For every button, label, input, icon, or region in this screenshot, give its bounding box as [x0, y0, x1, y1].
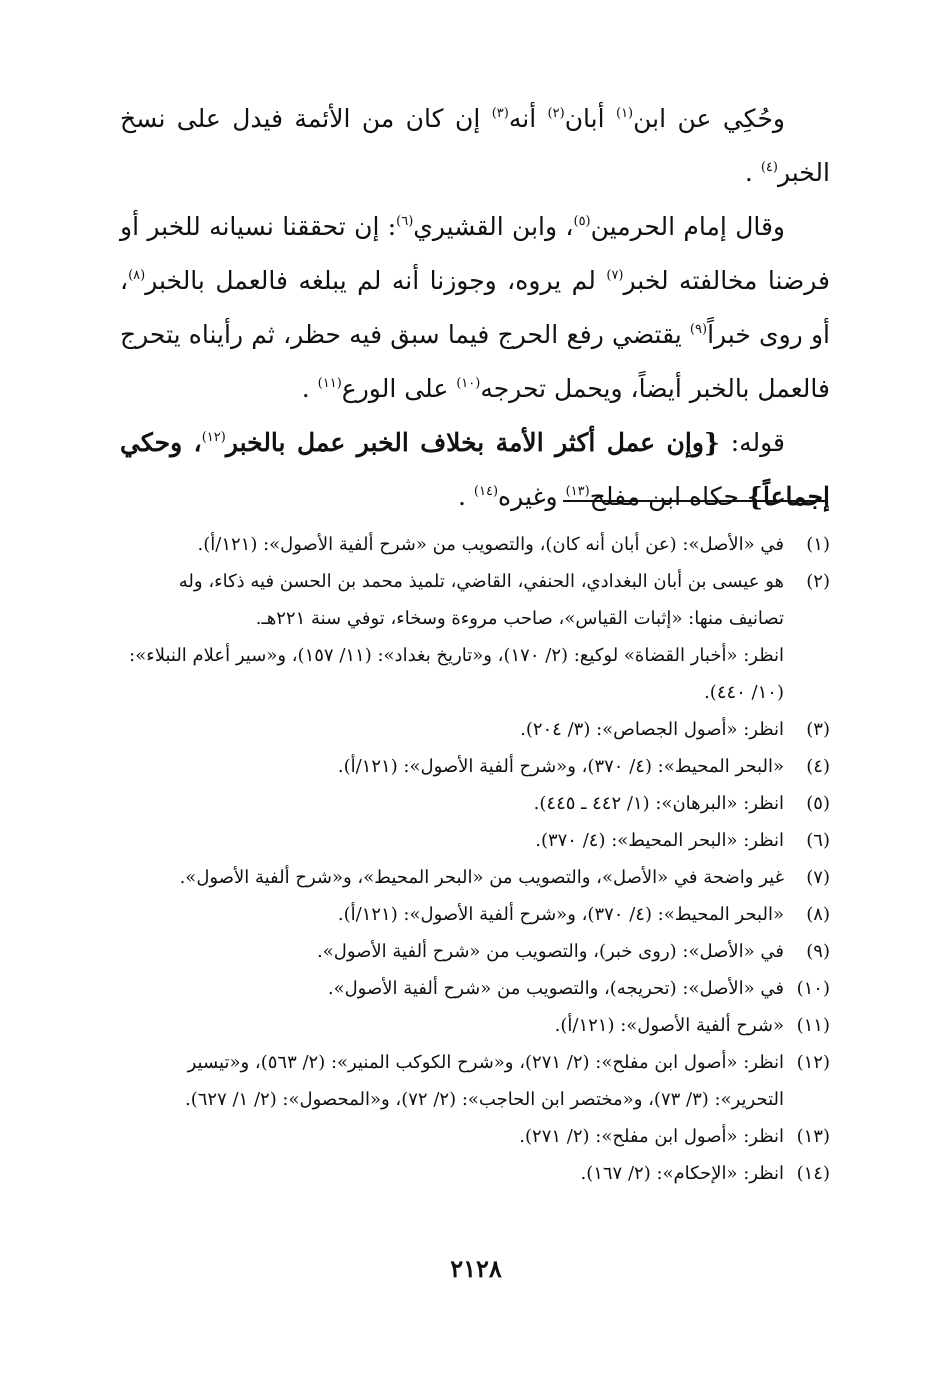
quoted-matn: ، وحكي إجماعاً}: [120, 428, 830, 511]
footnote-text: انظر: «البحر المحيط»: (٤/ ٣٧٠).: [535, 830, 784, 851]
footnote: [120, 970, 830, 1007]
text: على الورع: [341, 374, 457, 403]
text: : إن تحققنا نسيانه للخبر أو فرضنا مخالفته لخبر: [120, 212, 831, 295]
footnote-number: (١): [806, 534, 830, 555]
footnote-ref-3: (٣): [491, 106, 509, 121]
footnote-number: (١١): [796, 1015, 830, 1036]
footnote-ref-2: (٢): [547, 106, 565, 121]
footnote-number: (١٠): [796, 978, 830, 999]
text: .: [458, 482, 474, 511]
footnote: [120, 859, 830, 896]
footnote-ref-8: (٨): [128, 268, 146, 283]
footnote-ref-1: (١): [615, 106, 634, 121]
footnote: [120, 563, 830, 711]
quoted-matn: {وإن عمل أكثر الأمة بخلاف الخبر عمل بالخبر: [225, 428, 720, 457]
text: وحُكِي عن ابن: [633, 104, 785, 133]
footnote-number: (١٢): [796, 1052, 830, 1073]
footnote: [120, 711, 830, 748]
text: إن كان من الأئمة فيدل على نسخ الخبر: [120, 104, 830, 187]
footnote-text: انظر: «أصول الجصاص»: (٣/ ٢٠٤).: [520, 719, 784, 740]
text: ، وابن القشيري: [413, 212, 574, 241]
footnote-number: (٣): [806, 719, 830, 740]
footnote: [120, 1155, 830, 1192]
footnote-number: (٧): [806, 867, 830, 888]
text: حكاه ابن مفلح: [589, 482, 747, 511]
paragraph-1: [120, 92, 830, 200]
text: ، أو روى خبراً: [120, 266, 830, 349]
footnote-ref-14: (١٤): [473, 484, 499, 499]
footnote-text: في «الأصل»: (روى خبر)، والتصويب من «شرح ألفية الأصول».: [317, 941, 784, 962]
footnote-number: (٨): [806, 904, 830, 925]
footnote-text: في «الأصل»: (عن أبان أنه كان)، والتصويب من «شرح ألفية الأصول»: (١٢١/أ).: [197, 534, 784, 555]
paragraph-3: [120, 416, 830, 524]
text: .: [744, 158, 761, 187]
footnote-separator: [563, 500, 826, 502]
footnote-number: (٦): [806, 830, 830, 851]
footnote-bio: هو عيسى بن أبان البغدادي، الحنفي، القاضي، تلميذ محمد بن الحسن فيه ذكاء، وله تصانيف منها: «إثبات القياس»، صاحب مروءة وسخاء، توفي سنة ٢٢١هـ.: [178, 571, 784, 629]
footnote: [120, 1007, 830, 1044]
footnote-text: [120, 563, 784, 711]
footnote-text: انظر: «أصول ابن مفلح»: (٢/ ٢٧١)، و«شرح الكوكب المنير»: (٢/ ٥٦٣)، و«تيسير التحرير»: (٣/ ٧٣)، و«مختصر ابن الحاجب»: (٢/ ٧٢)، و«المحصول»: (٢/ ١/ ٦٢٧).: [184, 1052, 784, 1110]
footnote-text: «البحر المحيط»: (٤/ ٣٧٠)، و«شرح ألفية الأصول»: (١٢١/أ).: [337, 904, 784, 925]
footnote-number: (٢): [806, 571, 830, 592]
text: .: [301, 374, 318, 403]
footnote-ref-10: (١٠): [456, 376, 481, 391]
footnote-ref-13: (١٣): [565, 484, 590, 499]
text: أبان: [564, 104, 616, 133]
text: أنه: [508, 104, 548, 133]
footnote-text: انظر: «البرهان»: (١/ ٤٤٢ ـ ٤٤٥).: [533, 793, 784, 814]
footnote-ref-6: (٦): [396, 214, 414, 229]
main-text: [120, 92, 830, 524]
footnote-sources: انظر: «أخبار القضاة» لوكيع: (٢/ ١٧٠)، و«تاريخ بغداد»: (١١/ ١٥٧)، و«سير أعلام النبلاء»: (١٠/ ٤٤٠).: [129, 645, 784, 703]
footnote: [120, 933, 830, 970]
footnote-text: انظر: «أصول ابن مفلح»: (٢/ ٢٧١).: [519, 1126, 784, 1147]
text: لم يروه، وجوزنا أنه لم يبلغه فالعمل بالخبر: [145, 266, 607, 295]
paragraph-2: [120, 200, 830, 416]
text: قوله:: [719, 428, 786, 457]
footnote-text: غير واضحة في «الأصل»، والتصويب من «البحر المحيط»، و«شرح ألفية الأصول».: [179, 867, 784, 888]
text: وغيره: [498, 482, 566, 511]
footnote: [120, 1118, 830, 1155]
text: وقال إمام الحرمين: [590, 212, 786, 241]
footnote-number: (١٣): [796, 1126, 830, 1147]
footnote: [120, 526, 830, 563]
footnote-text: انظر: «الإحكام»: (٢/ ١٦٧).: [580, 1163, 784, 1184]
footnote: [120, 822, 830, 859]
footnote: [120, 1044, 830, 1118]
footnote-ref-5: (٥): [573, 214, 591, 229]
text: يقتضي رفع الحرج فيما سبق فيه حظر، ثم رأيناه يتحرج فالعمل بالخبر أيضاً، ويحمل تحرجه: [120, 320, 830, 403]
footnote-text: «شرح ألفية الأصول»: (١٢١/أ).: [554, 1015, 784, 1036]
footnote-number: (٤): [806, 756, 830, 777]
footnote: [120, 896, 830, 933]
page-number: ٢١٢٨: [450, 1254, 502, 1283]
footnote-ref-12: (١٢): [201, 430, 226, 445]
footnote-ref-9: (٩): [689, 322, 708, 337]
footnotes: [120, 526, 830, 1192]
footnote-text: «البحر المحيط»: (٤/ ٣٧٠)، و«شرح ألفية الأصول»: (١٢١/أ).: [337, 756, 784, 777]
footnote-ref-11: (١١): [317, 376, 342, 391]
footnote: [120, 785, 830, 822]
footnote-ref-4: (٤): [760, 160, 778, 175]
footnote-number: (١٤): [796, 1163, 830, 1184]
footnote-text: في «الأصل»: (تحريجه)، والتصويب من «شرح ألفية الأصول».: [327, 978, 784, 999]
footnote-number: (٩): [806, 941, 830, 962]
footnote-ref-7: (٧): [606, 268, 624, 283]
footnote-number: (٥): [806, 793, 830, 814]
footnote: [120, 748, 830, 785]
